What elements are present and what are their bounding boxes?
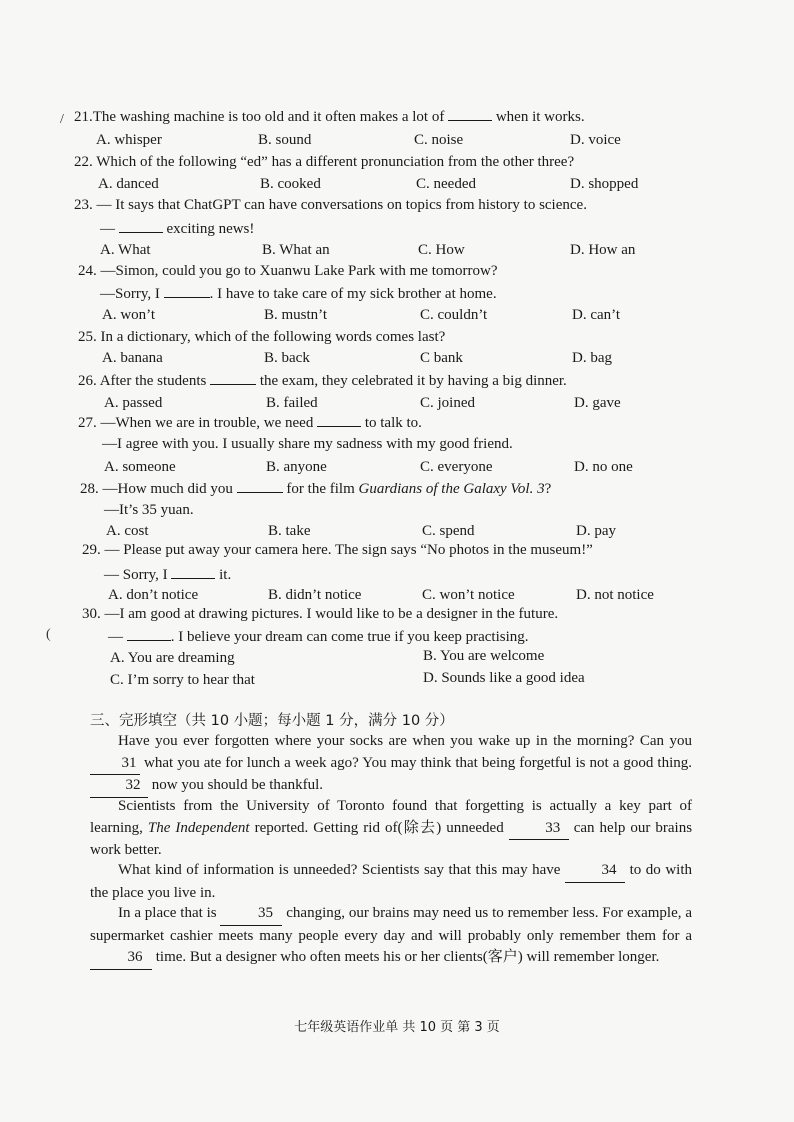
margin-mark: (	[46, 627, 51, 642]
options-27	[96, 457, 696, 477]
option-d: D. How an	[570, 242, 636, 258]
passage-paragraph-1: Have you ever forgotten where your socks are when you wake up in the morning? Can you 31 what you ate for lunch a week ago? You may think that being forgetful is not a good thing. 32 now you should be thankful.	[90, 731, 692, 798]
option-d: D. gave	[574, 395, 621, 411]
options-29	[96, 585, 696, 605]
option-d: D. no one	[574, 459, 633, 475]
options-23	[96, 240, 696, 260]
option-d: D. shopped	[570, 176, 639, 192]
passage-paragraph-2: Scientists from the University of Toronto found that forgetting is actually a key part of learning, The Independent reported. Getting rid of(除去) unneeded 33 can help our brains work better.	[90, 798, 693, 858]
option-c: C. noise	[414, 132, 464, 148]
question-30-reply: — . I believe your dream can come true if you keep practising.	[108, 626, 529, 647]
blank-36: 36	[90, 947, 152, 970]
options-21	[96, 130, 696, 150]
film-title: Guardians of the Galaxy Vol. 3	[358, 481, 545, 497]
question-23-reply: — exciting news!	[100, 218, 254, 239]
question-27-reply: —I agree with you. I usually share my sadness with my good friend.	[102, 436, 513, 452]
option-a: A. You are dreaming	[110, 650, 235, 666]
option-c: C. I’m sorry to hear that	[110, 672, 255, 688]
option-d: D. voice	[570, 132, 621, 148]
margin-mark: /	[60, 112, 64, 127]
option-a: A. What	[100, 242, 151, 258]
option-b: B. didn’t notice	[268, 587, 362, 603]
question-29: 29. — Please put away your camera here. The sign says “No photos in the museum!”	[82, 542, 593, 558]
option-a: A. passed	[104, 395, 163, 411]
answer-blank	[127, 626, 171, 641]
option-d: D. bag	[572, 350, 612, 366]
blank-32: 32	[90, 775, 148, 798]
answer-blank	[164, 283, 210, 298]
question-28-reply: —It’s 35 yuan.	[104, 502, 194, 518]
answer-blank	[317, 412, 361, 427]
option-c: C. couldn’t	[420, 307, 488, 323]
blank-35: 35	[220, 903, 282, 926]
option-c: C. How	[418, 242, 465, 258]
option-c: C. won’t notice	[422, 587, 515, 603]
option-b: B. anyone	[266, 459, 327, 475]
question-30: 30. —I am good at drawing pictures. I would like to be a designer in the future.	[82, 606, 559, 622]
answer-blank	[237, 478, 283, 493]
option-a: A. whisper	[96, 132, 162, 148]
option-b: B. You are welcome	[423, 648, 545, 664]
option-a: A. banana	[102, 350, 163, 366]
passage-paragraph-3: What kind of information is unneeded? Scientists say that this may have 34 to do with the place you live in.	[90, 862, 693, 901]
blank-34: 34	[565, 860, 625, 883]
options-28	[96, 521, 696, 541]
option-c: C bank	[420, 350, 463, 366]
question-28: 28. —How much did you for the film Guardians of the Galaxy Vol. 3?	[80, 478, 551, 499]
option-b: B. sound	[258, 132, 312, 148]
options-26	[96, 393, 696, 413]
option-c: C. needed	[416, 176, 476, 192]
blank-31: 31	[90, 753, 140, 776]
answer-blank	[448, 106, 492, 121]
option-d: D. can’t	[572, 307, 621, 323]
option-b: B. back	[264, 350, 310, 366]
option-b: B. failed	[266, 395, 318, 411]
question-26: 26. After the students the exam, they celebrated it by having a big dinner.	[78, 370, 567, 391]
answer-blank	[119, 218, 163, 233]
option-a: A. don’t notice	[108, 587, 199, 603]
option-b: B. What an	[262, 242, 330, 258]
option-b: B. mustn’t	[264, 307, 328, 323]
question-24-reply: —Sorry, I . I have to take care of my sick brother at home.	[100, 283, 497, 304]
passage-paragraph-4: In a place that is 35 changing, our brains may need us to remember less. For example, a supermarket cashier meets many people every day and will probably only remember them for a 36 time. But a designer who often meets his or her clients(客户) will remember longer.	[90, 903, 692, 970]
answer-blank	[210, 370, 256, 385]
blank-33: 33	[509, 818, 569, 841]
question-21: 21.The washing machine is too old and it often makes a lot of when it works.	[74, 106, 585, 127]
option-a: A. someone	[104, 459, 176, 475]
question-25: 25. In a dictionary, which of the following words comes last?	[78, 329, 446, 345]
option-a: A. cost	[106, 523, 149, 539]
options-22	[96, 174, 696, 194]
option-c: C. joined	[420, 395, 475, 411]
question-23: 23. — It says that ChatGPT can have conversations on topics from history to science.	[74, 197, 587, 213]
question-27: 27. —When we are in trouble, we need to talk to.	[78, 412, 422, 433]
question-24: 24. —Simon, could you go to Xuanwu Lake Park with me tomorrow?	[78, 263, 498, 279]
options-25	[96, 348, 696, 368]
page-footer: 七年级英语作业单 共 10 页 第 3 页	[294, 1020, 500, 1035]
newspaper-name: The Independent	[147, 819, 250, 836]
question-22: 22. Which of the following “ed” has a different pronunciation from the other three?	[74, 154, 575, 170]
option-d: D. Sounds like a good idea	[423, 670, 585, 686]
option-b: B. cooked	[260, 176, 321, 192]
option-b: B. take	[268, 523, 311, 539]
option-c: C. spend	[422, 523, 475, 539]
option-c: C. everyone	[420, 459, 493, 475]
option-d: D. not notice	[576, 587, 654, 603]
answer-blank	[171, 564, 215, 579]
question-29-reply: — Sorry, I it.	[104, 564, 231, 585]
option-d: D. pay	[576, 523, 616, 539]
section-title: 三、完形填空（共 10 小题；每小题 1 分，满分 10 分）	[90, 713, 454, 729]
option-a: A. won’t	[102, 307, 156, 323]
options-24	[96, 305, 696, 325]
option-a: A. danced	[98, 176, 159, 192]
